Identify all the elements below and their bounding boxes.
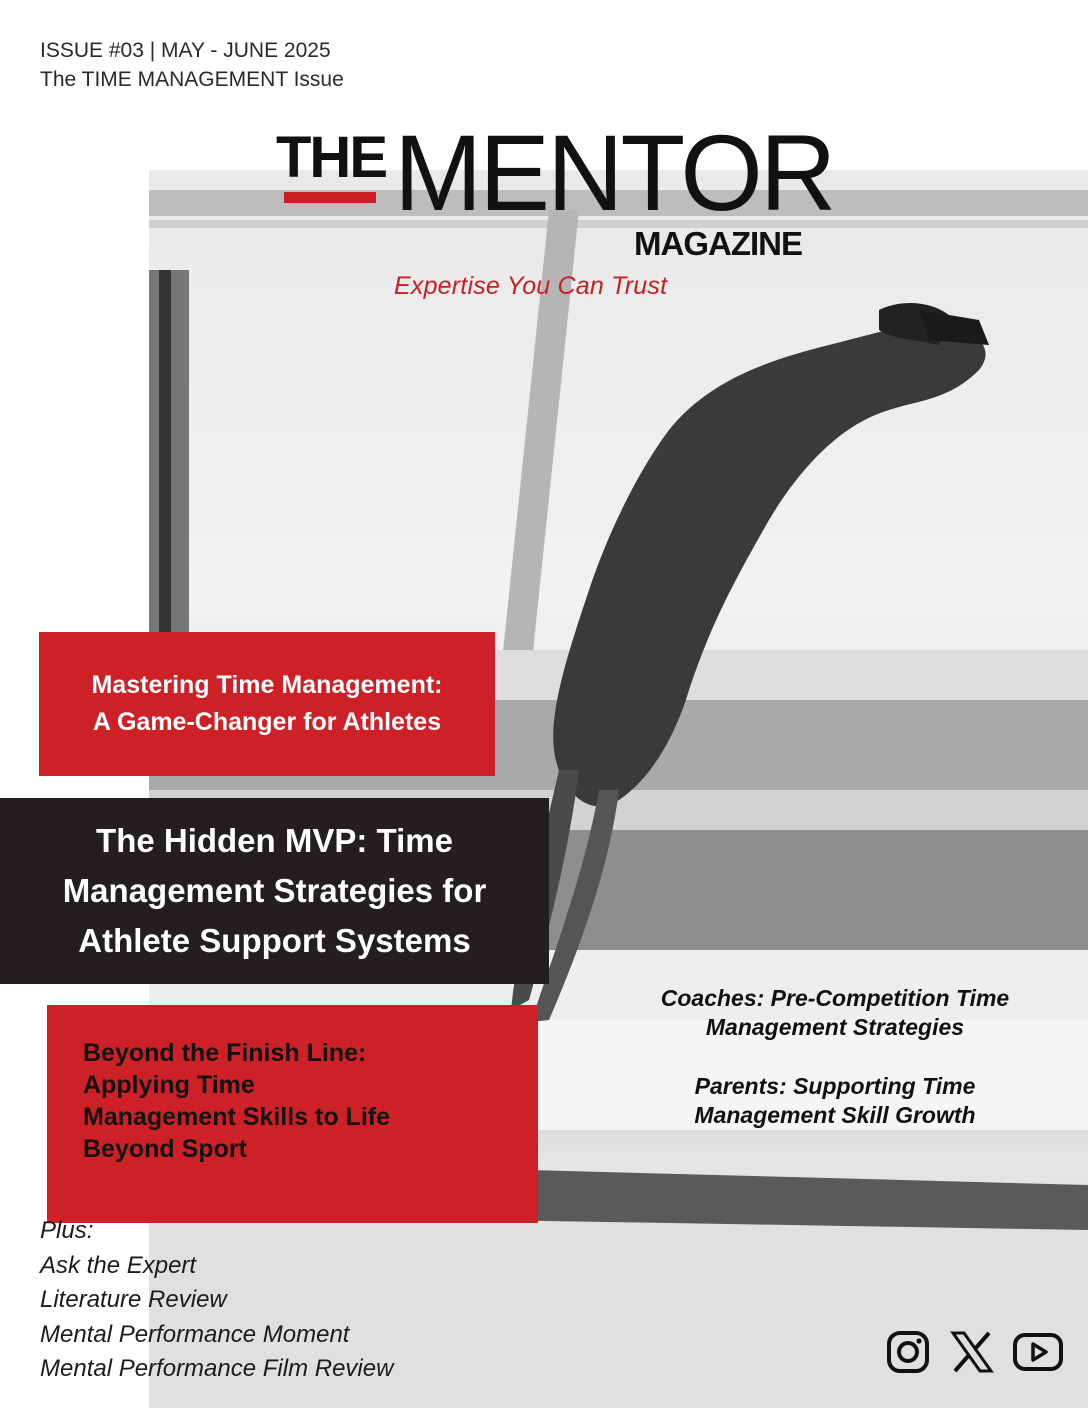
teaser-parents[interactable] [620,1072,1050,1130]
list-item[interactable]: Ask the Expert [40,1251,197,1279]
teaser-coaches[interactable] [620,984,1050,1042]
issue-theme: The TIME MANAGEMENT Issue [40,68,344,91]
tagline: Expertise You Can Trust [394,272,668,300]
youtube-icon[interactable] [1012,1330,1064,1374]
teaser-line: Parents: Supporting Time [694,1073,976,1099]
feature-box-beyond-finish-line[interactable] [47,1005,538,1223]
feature-line: Mastering Time Management: [91,671,443,699]
feature-box-time-management[interactable] [39,632,495,776]
logo-accent-bar [284,192,376,203]
list-item[interactable]: Mental Performance Moment [40,1320,350,1348]
feature-box-hidden-mvp[interactable] [0,798,549,984]
instagram-icon[interactable] [886,1330,930,1374]
x-icon[interactable] [950,1330,994,1374]
teaser-line: Coaches: Pre-Competition Time [660,985,1010,1011]
feature-line: A Game-Changer for Athletes [92,708,442,736]
teaser-line: Management Strategies [705,1014,965,1040]
logo-magazine: MAGAZINE [634,225,802,262]
logo-the: THE [276,125,386,190]
plus-list [40,1214,393,1387]
list-item[interactable]: Mental Performance Film Review [40,1355,394,1382]
plus-heading: Plus: [40,1217,94,1244]
list-item[interactable]: Literature Review [40,1286,227,1313]
feature-line: Beyond Sport [83,1135,247,1163]
feature-line: Athlete Support Systems [78,922,471,959]
feature-line: Management Skills to Life [83,1103,391,1131]
issue-number: ISSUE #03 | MAY - JUNE 2025 [40,39,331,62]
feature-line: Applying Time [83,1071,255,1099]
feature-line: Management Strategies for [62,872,487,909]
logo-mentor: MENTOR [394,112,834,234]
feature-line: The Hidden MVP: Time [96,822,453,859]
teaser-line: Management Skill Growth [694,1102,976,1128]
feature-line: Beyond the Finish Line: [83,1039,367,1067]
issue-info [40,36,344,94]
